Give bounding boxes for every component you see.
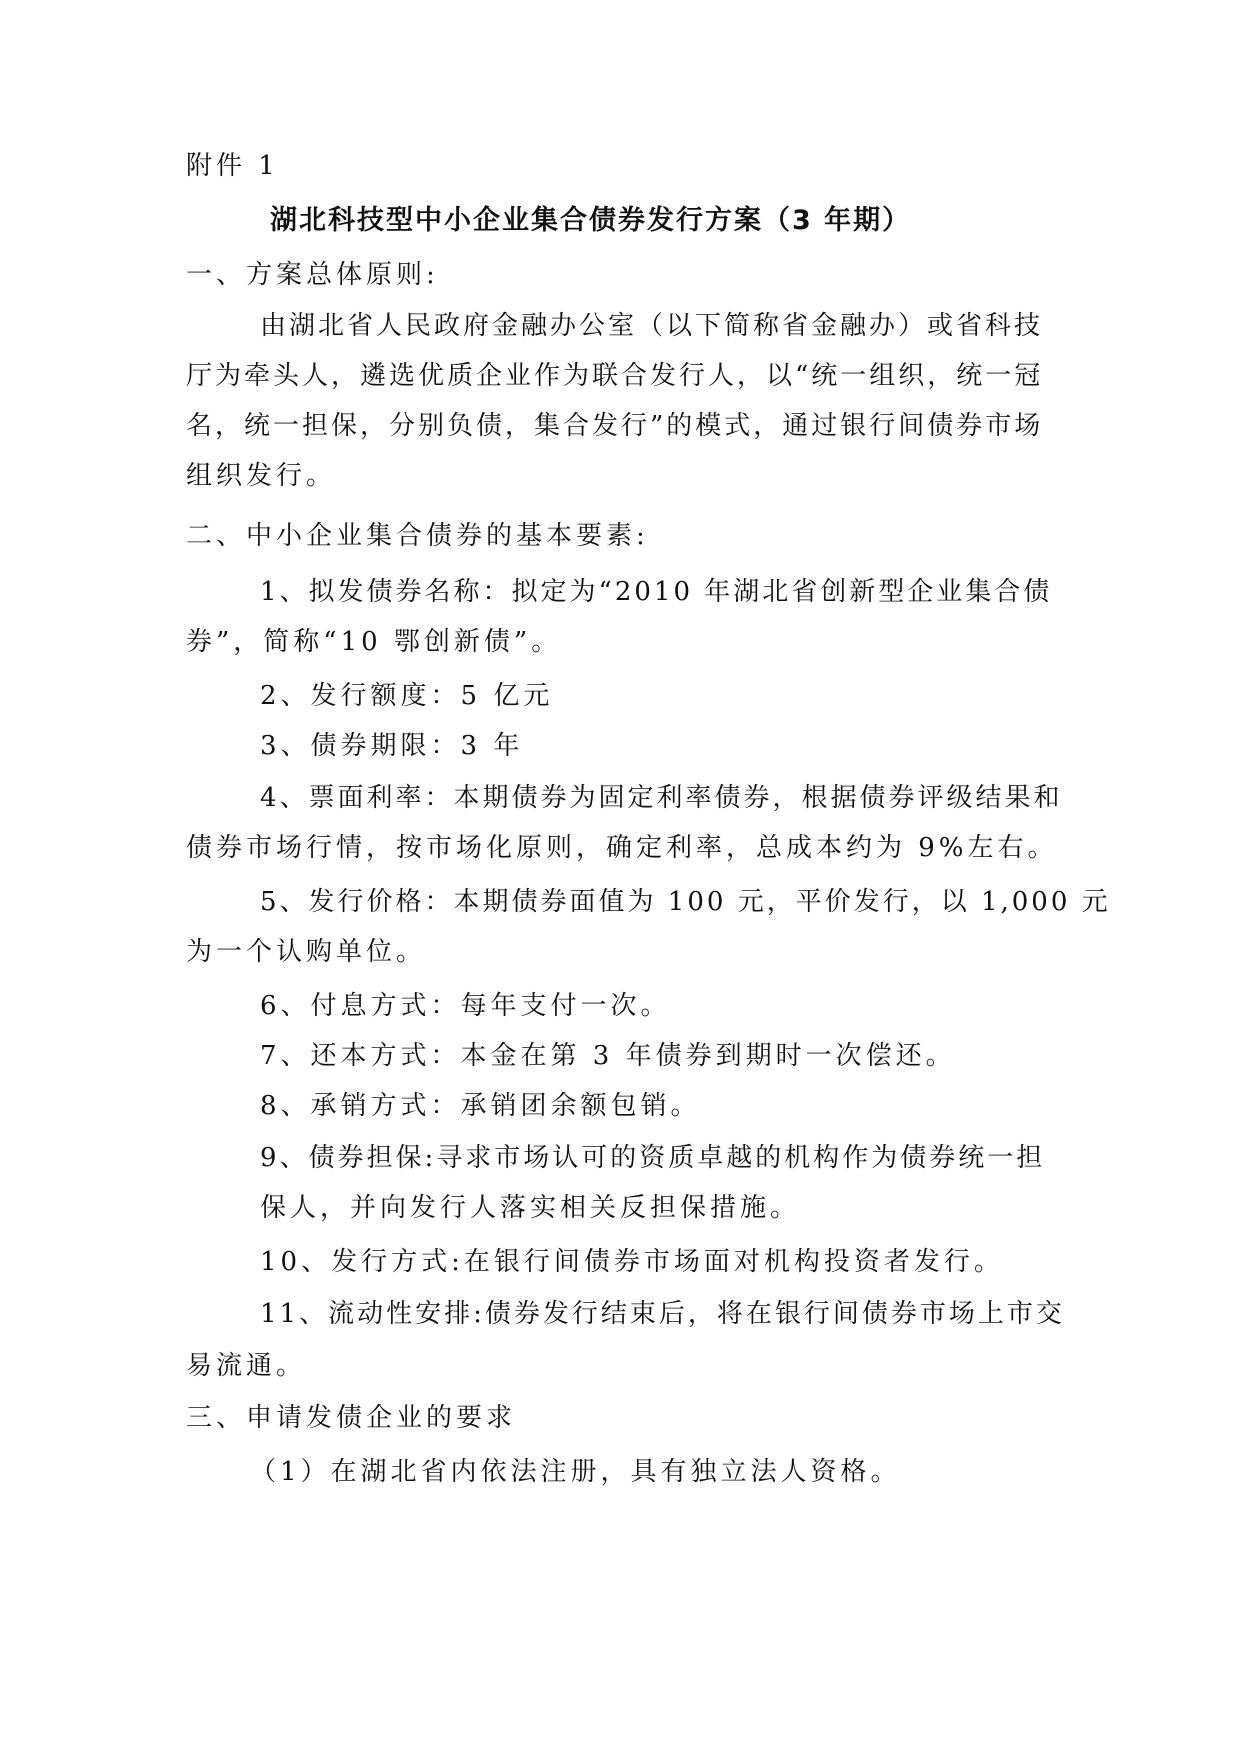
document-title: 湖北科技型中小企业集合债券发行方案（3 年期） [270,205,912,236]
section-2-item-line: 保人，并向发行人落实相关反担保措施。 [260,1193,801,1223]
section-1-paragraph-line: 组织发行。 [186,461,337,491]
section-2-item-line: 易流通。 [186,1351,307,1381]
section-2-heading: 二、中小企业集合债券的基本要素: [186,521,649,551]
section-2-item-line: 2、发行额度：5 亿元 [260,681,554,711]
section-1-paragraph-line: 厅为牵头人，遴选优质企业作为联合发行人，以“统一组织，统一冠 [186,361,1044,391]
attachment-label: 附件 1 [186,151,279,181]
section-2-item-line: 7、还本方式：本金在第 3 年债券到期时一次偿还。 [260,1041,956,1071]
section-1-paragraph-line: 由湖北省人民政府金融办公室（以下简称省金融办）或省科技 [260,311,1044,341]
section-2-item-line: 券”，简称“10 鄂创新债”。 [186,627,562,657]
section-2-item-line: 1、拟发债券名称：拟定为“2010 年湖北省创新型企业集合债 [260,577,1053,607]
section-2-item-line: 为一个认购单位。 [186,937,427,967]
section-2-item-line: 债券市场行情，按市场化原则，确定利率，总成本约为 9%左右。 [186,833,1058,863]
section-2-item-line: 11、流动性安排:债券发行结束后，将在银行间债券市场上市交 [260,1299,1065,1329]
section-2-item-line: 3、债券期限：3 年 [260,731,524,761]
section-3-heading: 三、申请发债企业的要求 [186,1403,517,1433]
section-1-paragraph-line: 名，统一担保，分别负债，集合发行”的模式，通过银行间债券市场 [186,411,1044,441]
section-2-item-line: 4、票面利率：本期债券为固定利率债券，根据债券评级结果和 [260,783,1063,813]
section-2-item-line: 9、债券担保:寻求市场认可的资质卓越的机构作为债券统一担 [260,1143,1046,1173]
section-2-item-line: 6、付息方式：每年支付一次。 [260,991,671,1021]
section-2-item-line: 10、发行方式:在银行间债券市场面对机构投资者发行。 [260,1247,1004,1277]
section-3-item-line: （1）在湖北省内依法注册，具有独立法人资格。 [250,1457,901,1487]
section-2-item-line: 8、承销方式：承销团余额包销。 [260,1091,701,1121]
section-1-heading: 一、方案总体原则: [186,260,439,290]
section-2-item-line: 5、发行价格：本期债券面值为 100 元，平价发行，以 1,000 元 [260,887,1111,917]
